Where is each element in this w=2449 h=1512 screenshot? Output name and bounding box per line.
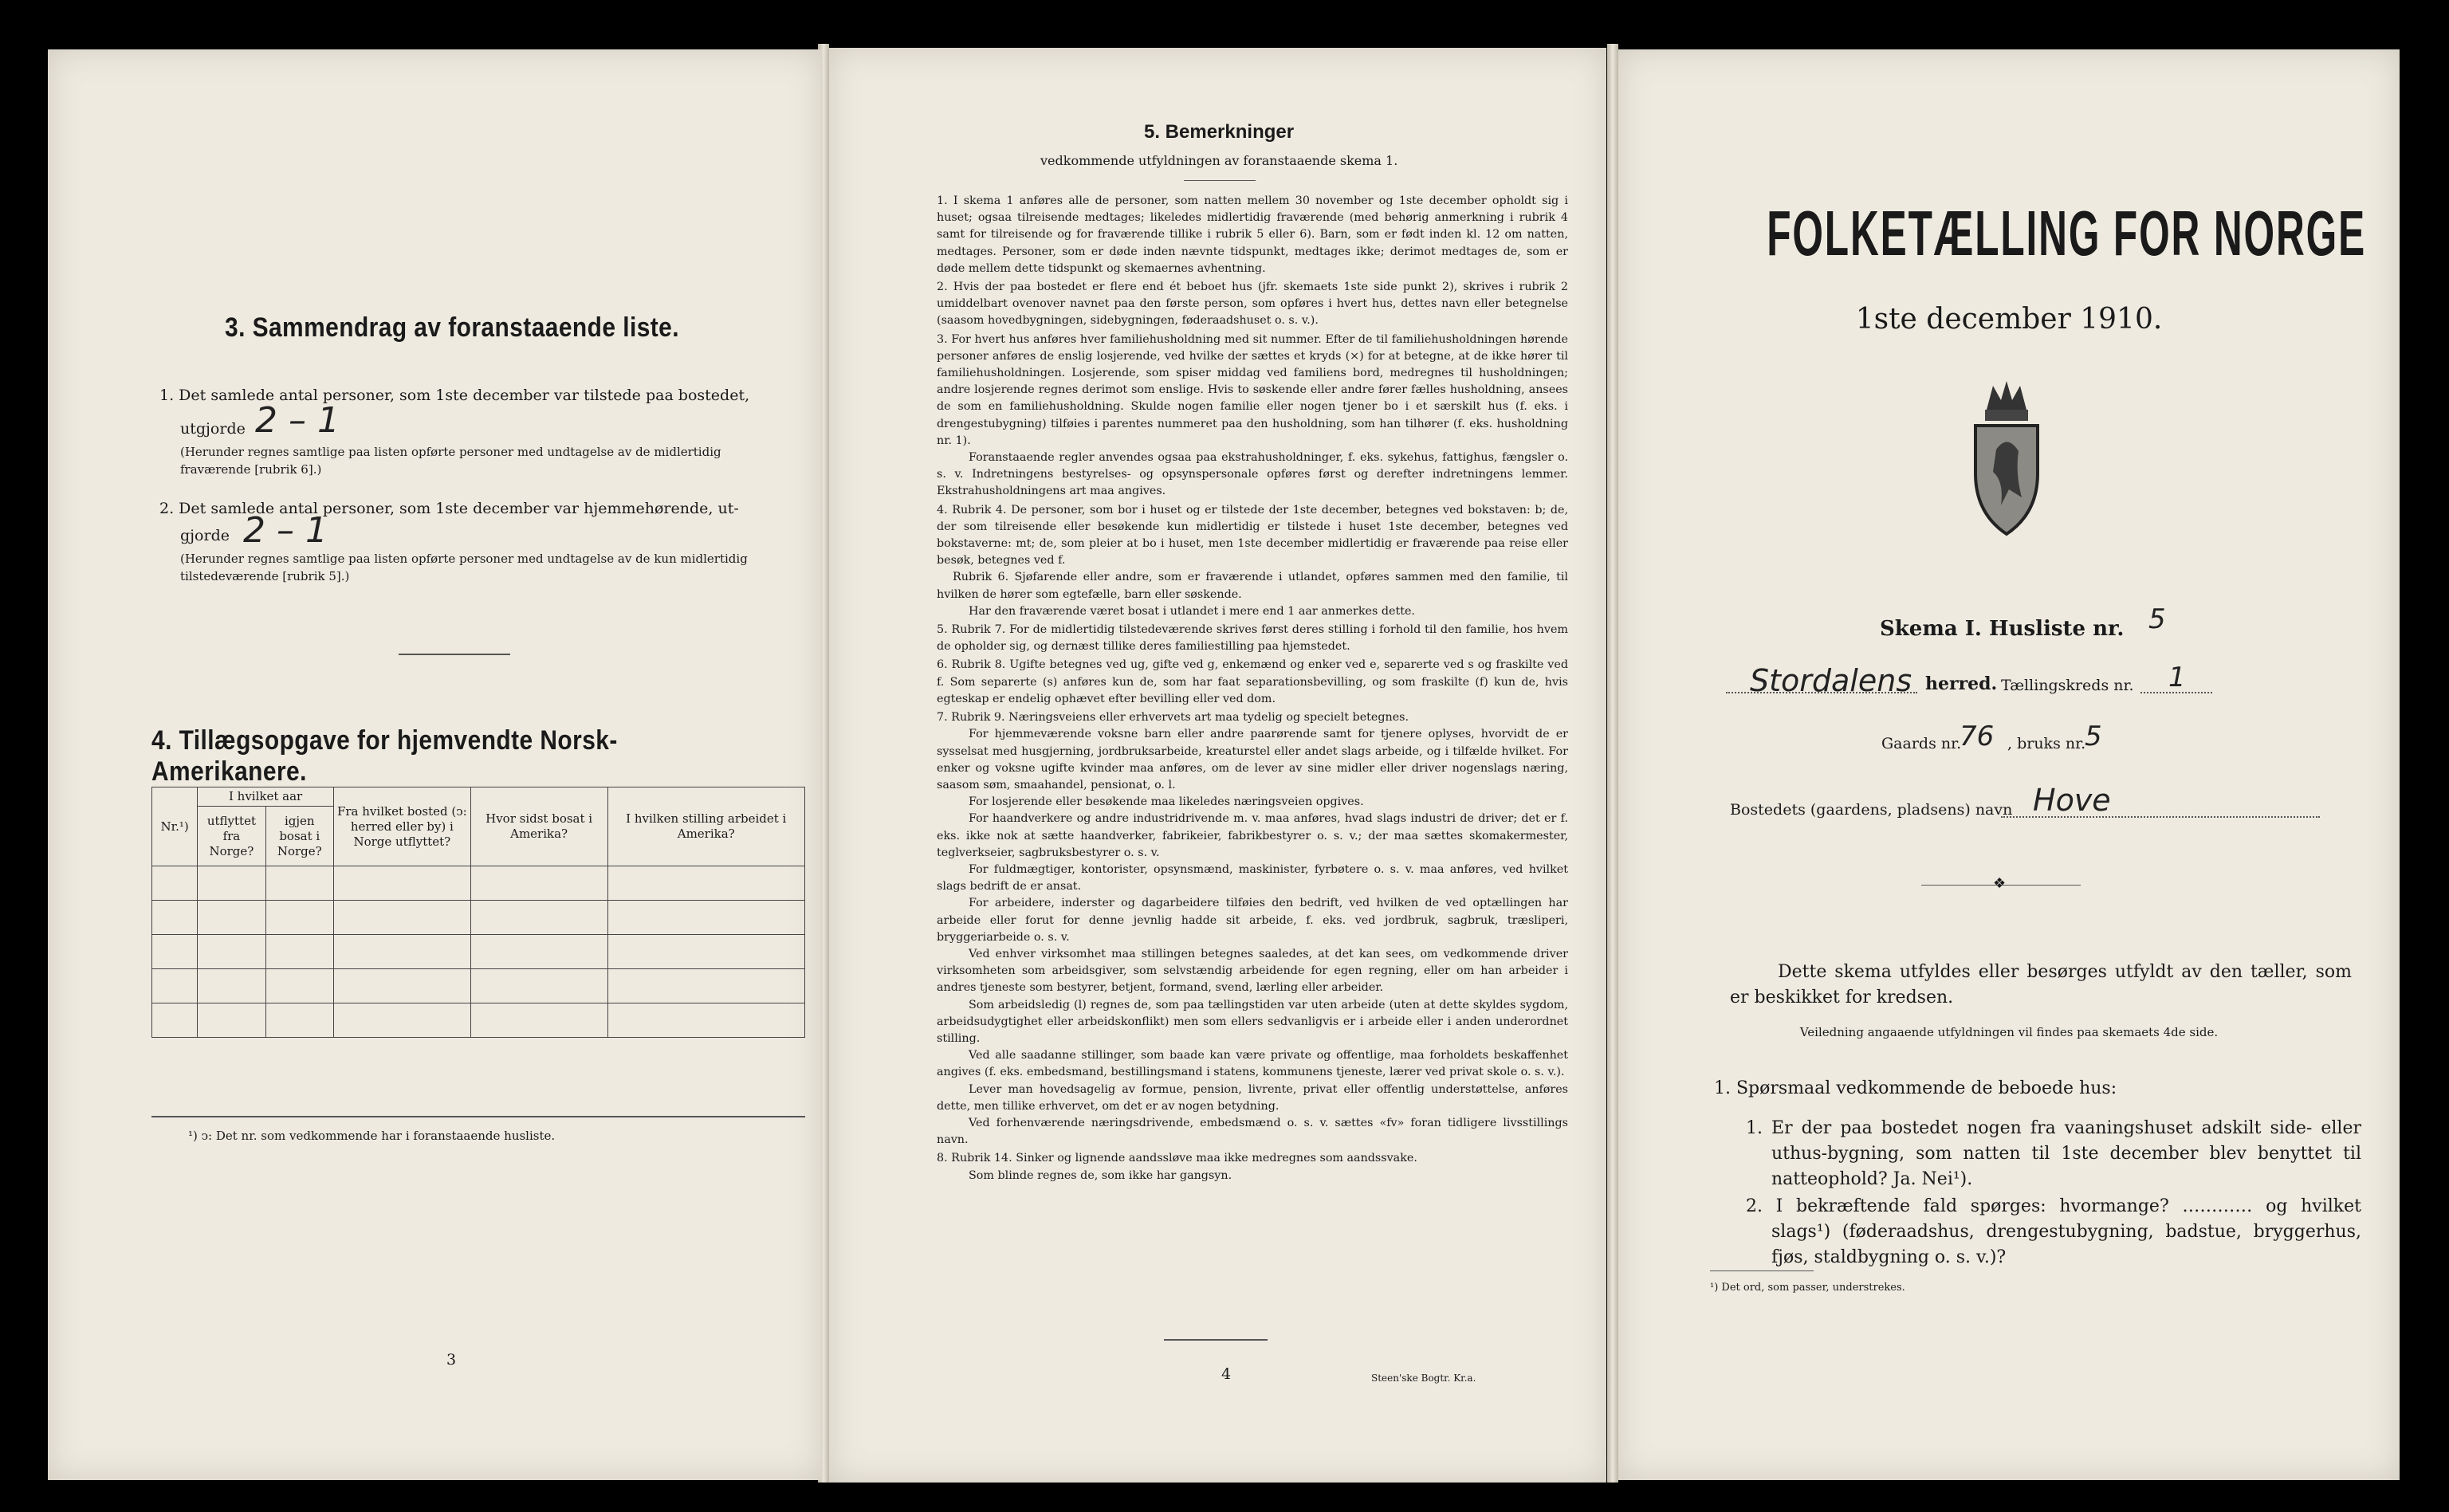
table-row	[152, 969, 805, 1003]
remark-3: 3. For hvert hus anføres hver familiehusholdning med sit nummer. Efter de til familiehusholdningen hørende personer anføres de enslig losjerende, ved hvilke der sættes et kryds (×) for at betegne, at de ikke hører til familiehusholdningen. Losjerende, som spiser middag ved familiens bord, medregnes til husholdningen; andre losjerende regnes derimot som enslige. Hvis to søskende eller andre fører fælles husholdning, ansees de som en familiehusholdning. Skulde nogen familie eller nogen tjener bo i et særskilt hus (f. eks. i drengestubygning) tilføies i parentes nummeret paa den husholdning, som han tilhører (f. eks. husholdning nr. 1).	[937, 332, 1568, 447]
col-group-year: I hvilket aar	[198, 787, 334, 807]
norsk-amerikaner-table	[151, 787, 805, 1038]
remark-7c: For losjerende eller besøkende maa likeledes næringsveien opgives.	[969, 795, 1364, 809]
census-date: 1ste december 1910.	[1855, 303, 2163, 336]
remark-8b: Som blinde regnes de, som ikke har gangsyn.	[969, 1168, 1232, 1182]
bosted-value: Hove	[2033, 783, 2111, 818]
col-from: Fra hvilket bosted (ↄ: herred eller by) i Norge utflyttet?	[333, 787, 470, 866]
col-nr: Nr.¹)	[152, 787, 198, 866]
page-fold-right	[1607, 44, 1618, 1483]
herred-label: herred.	[1925, 674, 1998, 694]
remark-4b: Rubrik 6. Sjøfarende eller andre, som er fraværende i utlandet, opføres sammen med den familie, til hvilken de hører som egtefælle, barn eller søskende.	[937, 571, 1568, 601]
divider	[1184, 180, 1256, 181]
question-1: 1. Er der paa bostedet nogen fra vaaningshuset adskilt side- eller uthus-bygning, som natten til 1ste december blev benyttet til natteophold? Ja. Nei¹).	[1746, 1118, 2361, 1189]
remark-3b: Foranstaaende regler anvendes ogsaa paa ekstrahusholdninger, f. eks. sykehus, fattighus, fængsler o. s. v. Indretningens bestyrelses- og opsynspersonale opføres først og derefter indretningens lemmer. Ekstrahusholdningens art maa angives.	[937, 451, 1568, 498]
bruks-value: 5	[2085, 721, 2102, 752]
divider	[399, 654, 510, 655]
section3-title: 3. Sammendrag av foranstaaende liste.	[225, 312, 680, 343]
bosted-label: Bostedets (gaardens, pladsens) navn	[1730, 801, 2013, 819]
instruction-text: Dette skema utfyldes eller besørges utfyldt av den tæller, som er beskikket for kredsen.	[1730, 962, 2352, 1007]
col-returned: igjen bosat i Norge?	[265, 807, 333, 866]
remark-1: 1. I skema 1 anføres alle de personer, som natten mellem 30 november og 1ste december opholdt sig i huset; ogsaa tilreisende medtages; likeledes midlertidig fraværende (med behørig anmerkning i rubrik 4 samt for tilreisende og for fraværende tillike i rubrik 5 eller 6). Barn, som er født inden kl. 12 om natten, medtages. Personer, som er døde inden nævnte tidspunkt, medtages ikke; derimot medtages de, som er døde mellem dette tidspunkt og skemaernes avhentning.	[937, 194, 1568, 275]
herred-value: Stordalens	[1750, 663, 1912, 698]
remarks-title: 5. Bemerkninger	[1144, 121, 1295, 143]
remark-7h: Som arbeidsledig (l) regnes de, som paa tællingstiden var uten arbeide (uten at dette skyldes sygdom, arbeidsudygtighet eller arbeidskonflikt) men som ellers sedvanligvis er i arbeide eller i anden underordnet stilling.	[937, 998, 1568, 1045]
table-bottom-rule	[151, 1116, 805, 1117]
remarks-subtitle: vedkommende utfyldningen av foranstaaende skema 1.	[1040, 153, 1398, 168]
krets-value: 1	[2168, 662, 2186, 693]
middle-page	[829, 48, 1606, 1483]
questions-heading: 1. Spørsmaal vedkommende de beboede hus:	[1714, 1078, 2117, 1098]
section4-title: 4. Tillægsopgave for hjemvendte Norsk-Amerikanere.	[151, 725, 618, 787]
question-2: 2. I bekræftende fald spørges: hvormange? ………… og hvilket slags¹) (føderaadshus, drengestubygning, badstue, bryggerhus, fjøs, staldbygning o. s. v.)?	[1746, 1196, 2361, 1267]
left-page	[48, 49, 821, 1480]
footnote: ¹) Det ord, som passer, understrekes.	[1710, 1282, 1905, 1294]
table-row	[152, 935, 805, 969]
section3-item2-note: (Herunder regnes samtlige paa listen opførte personer med undtagelse av de kun midlertidig tilstedeværende [rubrik 5].)	[180, 552, 748, 583]
remarks-list	[937, 193, 1568, 1184]
remark-6: 6. Rubrik 8. Ugifte betegnes ved ug, gifte ved g, enkemænd og enker ved e, separerte ved s og fraskilte ved f. Som separerte (s) anføres kun de, som har faat separationsbevilling, og som fraskilte (f) kun de, hvis egteskap er endelig ophævet efter bevilling eller ved dom.	[937, 658, 1568, 705]
section3-item2-value: 2 – 1	[243, 510, 328, 551]
gaards-value: 76	[1960, 721, 1995, 752]
remark-7e: For fuldmægtiger, kontorister, opsynsmænd, maskinister, fyrbøtere o. s. v. maa anføres, ved hvilket slags bedrift de er ansat.	[937, 862, 1568, 893]
schema-label: Skema I. Husliste nr.	[1880, 617, 2125, 641]
remark-7f: For arbeidere, inderster og dagarbeidere tilføies den bedrift, ved hvilken de ved optællingen har arbeide eller forut for denne jevnlig hadde sit arbeide, f. eks. ved jordbruk, sagbruk, træsliperi, bryggeriarbeide o. s. v.	[937, 897, 1568, 944]
table-row	[152, 866, 805, 901]
remark-7i: Ved alle saadanne stillinger, som baade kan være private og offentlige, maa forholdets beskaffenhet angives (f. eks. embedsmand, bestillingsmand i statens, kommunens tjeneste, lærer ved privat skole o. s. v.).	[937, 1049, 1568, 1079]
coat-of-arms-icon	[1969, 378, 2044, 540]
guidance-text: Veiledning angaaende utfyldningen vil findes paa skemaets 4de side.	[1799, 1025, 2219, 1039]
remark-7k: Ved forhenværende næringsdrivende, embedsmænd o. s. v. sættes «fv» foran tidligere livsstillings navn.	[937, 1116, 1568, 1147]
section3-item2: 2. Det samlede antal personer, som 1ste december var hjemmehørende, ut-	[159, 500, 739, 517]
remark-4c: Har den fraværende været bosat i utlandet i mere end 1 aar anmerkes dette.	[969, 604, 1415, 618]
section3-item2-prefix: gjorde	[180, 527, 230, 544]
table-row	[152, 901, 805, 935]
section3-item1-note: (Herunder regnes samtlige paa listen opførte personer med undtagelse av de midlertidig fraværende [rubrik 6].)	[180, 445, 721, 477]
remark-8: 8. Rubrik 14. Sinker og lignende aandssløve maa ikke medregnes som aandssvake.	[937, 1152, 1417, 1165]
census-title: FOLKETÆLLING FOR NORGE	[1767, 198, 2367, 269]
table-row	[152, 1003, 805, 1038]
col-job: I hvilken stilling arbeidet i Amerika?	[607, 787, 805, 866]
remark-7b: For hjemmeværende voksne barn eller andre paarørende samt for tjenere oplyses, hvorvidt de er sysselsat med husgjerning, jordbruksarbeide, kreaturstel eller andet slags arbeide, og i tilfælde hvilket. For enker og voksne ugifte kvinder maa anføres, om de lever av sine midler eller driver nogenslags næring, saasom søm, smaahandel, pensionat, o. l.	[937, 728, 1568, 791]
section3-item1-value: 2 – 1	[255, 400, 340, 441]
remark-7j: Lever man hovedsagelig av formue, pension, livrente, privat eller offentlig understøttelse, anføres dette, men tillike erhvervet, om det er av nogen betydning.	[937, 1082, 1568, 1113]
remark-2: 2. Hvis der paa bostedet er flere end ét beboet hus (jfr. skemaets 1ste side punkt 2), skrives i rubrik 2 umiddelbart ovenover navnet paa den første person, som opføres i hvert hus, dettes navn eller betegnelse (saasom hovedbygningen, sidebygningen, føderaadshuset o. s. v.).	[937, 281, 1568, 328]
krets-label: Tællingskreds nr.	[2001, 677, 2134, 694]
schema-number: 5	[2148, 603, 2166, 635]
section3-item1: 1. Det samlede antal personer, som 1ste december var tilstede paa bostedet,	[159, 387, 750, 404]
col-emigrated: utflyttet fra Norge?	[198, 807, 265, 866]
page-number: 3	[446, 1351, 457, 1369]
gaards-label: Gaards nr.	[1881, 735, 1962, 752]
bruks-label: , bruks nr.	[2007, 735, 2086, 752]
remark-7d: For haandverkere og andre industridrivende m. v. maa anføres, hvad slags industri de driver; det er f. eks. ikke nok at sætte haandverker, fabrikeier, fabrikbestyrer o. s. v.; der maa sættes skomakermester, teglverkseier, sagbruksbestyrer o. s. v.	[937, 812, 1568, 859]
remark-7: 7. Rubrik 9. Næringsveiens eller erhvervets art maa tydelig og specielt betegnes.	[937, 711, 1409, 725]
remark-7g: Ved enhver virksomhet maa stillingen betegnes saaledes, at det kan sees, om vedkommende driver virksomheten som arbeidsgiver, som selvstændig arbeidende for egen regning, eller om han arbeider i andres tjeneste som bestyrer, betjent, formand, svend, lærling eller arbeider.	[937, 947, 1568, 995]
footnote-rule	[1710, 1270, 1814, 1271]
remark-4: 4. Rubrik 4. De personer, som bor i huset og er tilstede der 1ste december, betegnes ved bokstaven: b; de, der som tilreisende eller besøkende kun midlertidig er tilstede i huset 1ste december, betegnes ved bokstaverne: mt; de, som pleier at bo i huset, men 1ste december midlertidig er fraværende paa reise eller besøk, betegnes ved f.	[937, 503, 1568, 567]
remark-5: 5. Rubrik 7. For de midlertidig tilstedeværende skrives først deres stilling i forhold til den familie, hos hvem de opholder sig, og dernæst tillike deres familiestilling paa hjemstedet.	[937, 623, 1568, 654]
section4-footnote: ¹) ↄ: Det nr. som vedkommende har i foranstaaende husliste.	[188, 1129, 556, 1143]
right-page	[1618, 49, 2400, 1480]
ornament-icon: ❖	[1993, 875, 2007, 892]
page-number: 4	[1221, 1365, 1232, 1383]
printer-mark: Steen'ske Bogtr. Kr.a.	[1371, 1373, 1476, 1384]
section3-item1-prefix: utgjorde	[180, 420, 246, 438]
col-where: Hvor sidst bosat i Amerika?	[470, 787, 607, 866]
divider	[1164, 1339, 1268, 1341]
